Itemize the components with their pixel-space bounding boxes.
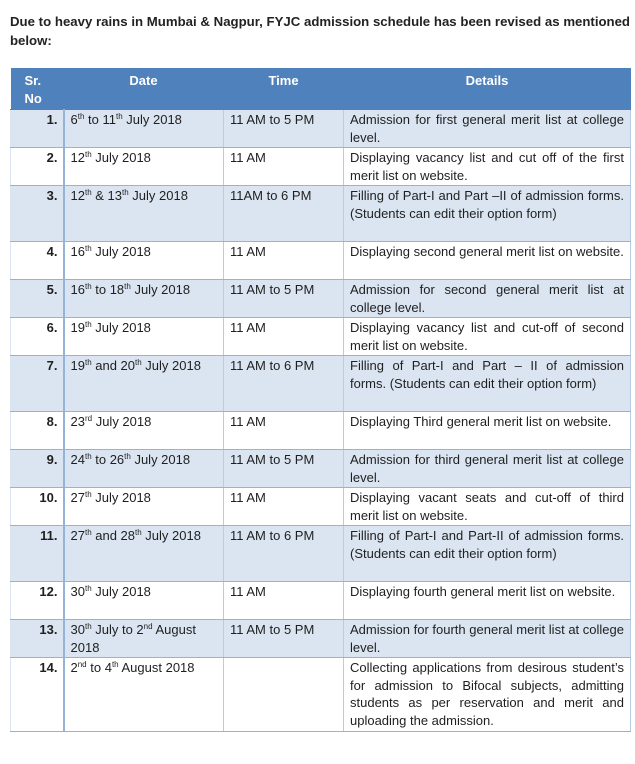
table-row <box>11 658 631 732</box>
header-date: Date <box>64 69 224 110</box>
cell-time: 11 AM to 6 PM <box>224 356 344 412</box>
cell-time: 11 AM to 5 PM <box>224 280 344 318</box>
cell-time: 11 AM <box>224 318 344 356</box>
cell-time: 11 AM <box>224 412 344 450</box>
cell-date: 27th and 28th July 2018 <box>64 526 224 582</box>
cell-details: Filling of Part-I and Part –II of admission forms. (Students can edit their option form) <box>344 186 631 242</box>
cell-details: Displaying Third general merit list on website. <box>344 412 631 450</box>
table-row <box>11 620 631 658</box>
cell-sr-no: 1. <box>11 110 64 148</box>
cell-details: Filling of Part-I and Part-II of admission forms. (Students can edit their option form) <box>344 526 631 582</box>
cell-date: 24th to 26th July 2018 <box>64 450 224 488</box>
cell-date: 16th July 2018 <box>64 242 224 280</box>
cell-details: Displaying vacant seats and cut-off of third merit list on website. <box>344 488 631 526</box>
table-row <box>11 526 631 582</box>
cell-details: Displaying vacancy list and cut-off of second merit list on website. <box>344 318 631 356</box>
table-row <box>11 356 631 412</box>
cell-date: 30th July to 2nd August 2018 <box>64 620 224 658</box>
cell-details: Admission for fourth general merit list at college level. <box>344 620 631 658</box>
table-header-row <box>11 69 631 110</box>
cell-sr-no: 13. <box>11 620 64 658</box>
cell-time: 11 AM to 5 PM <box>224 620 344 658</box>
cell-sr-no: 5. <box>11 280 64 318</box>
table-row <box>11 318 631 356</box>
cell-details: Filling of Part-I and Part – II of admission forms. (Students can edit their option form) <box>344 356 631 412</box>
cell-date: 12th July 2018 <box>64 148 224 186</box>
cell-sr-no: 7. <box>11 356 64 412</box>
cell-time: 11 AM to 6 PM <box>224 526 344 582</box>
cell-sr-no: 9. <box>11 450 64 488</box>
cell-date: 6th to 11th July 2018 <box>64 110 224 148</box>
table-row <box>11 412 631 450</box>
table-row <box>11 110 631 148</box>
header-details: Details <box>344 69 631 110</box>
header-sr-no: Sr. No <box>11 69 64 110</box>
cell-time <box>224 658 344 732</box>
header-time: Time <box>224 69 344 110</box>
cell-details: Admission for second general merit list at college level. <box>344 280 631 318</box>
intro-notice: Due to heavy rains in Mumbai & Nagpur, FYJC admission schedule has been revised as mentioned below: <box>10 14 630 48</box>
table-row <box>11 186 631 242</box>
cell-time: 11 AM to 5 PM <box>224 450 344 488</box>
cell-date: 2nd to 4th August 2018 <box>64 658 224 732</box>
cell-sr-no: 14. <box>11 658 64 732</box>
table-row <box>11 582 631 620</box>
cell-time: 11 AM to 5 PM <box>224 110 344 148</box>
cell-date: 23rd July 2018 <box>64 412 224 450</box>
cell-details: Displaying vacancy list and cut off of the first merit list on website. <box>344 148 631 186</box>
cell-date: 19th and 20th July 2018 <box>64 356 224 412</box>
cell-time: 11 AM <box>224 242 344 280</box>
table-row <box>11 280 631 318</box>
cell-sr-no: 11. <box>11 526 64 582</box>
cell-date: 16th to 18th July 2018 <box>64 280 224 318</box>
cell-time: 11 AM <box>224 148 344 186</box>
admission-schedule-table <box>10 68 631 732</box>
cell-time: 11AM to 6 PM <box>224 186 344 242</box>
cell-details: Collecting applications from desirous student’s for admission to Bifocal subjects, admitting students as per reservation and merit and uploading the admission. <box>344 658 631 732</box>
cell-date: 30th July 2018 <box>64 582 224 620</box>
table-row <box>11 488 631 526</box>
cell-time: 11 AM <box>224 488 344 526</box>
cell-details: Admission for third general merit list at college level. <box>344 450 631 488</box>
cell-date: 27th July 2018 <box>64 488 224 526</box>
cell-sr-no: 12. <box>11 582 64 620</box>
cell-sr-no: 6. <box>11 318 64 356</box>
cell-time: 11 AM <box>224 582 344 620</box>
cell-date: 12th & 13th July 2018 <box>64 186 224 242</box>
cell-details: Displaying fourth general merit list on website. <box>344 582 631 620</box>
table-row <box>11 242 631 280</box>
cell-details: Admission for first general merit list at college level. <box>344 110 631 148</box>
table-row <box>11 450 631 488</box>
cell-sr-no: 8. <box>11 412 64 450</box>
cell-date: 19th July 2018 <box>64 318 224 356</box>
cell-sr-no: 4. <box>11 242 64 280</box>
cell-details: Displaying second general merit list on website. <box>344 242 631 280</box>
cell-sr-no: 10. <box>11 488 64 526</box>
table-row <box>11 148 631 186</box>
cell-sr-no: 3. <box>11 186 64 242</box>
cell-sr-no: 2. <box>11 148 64 186</box>
